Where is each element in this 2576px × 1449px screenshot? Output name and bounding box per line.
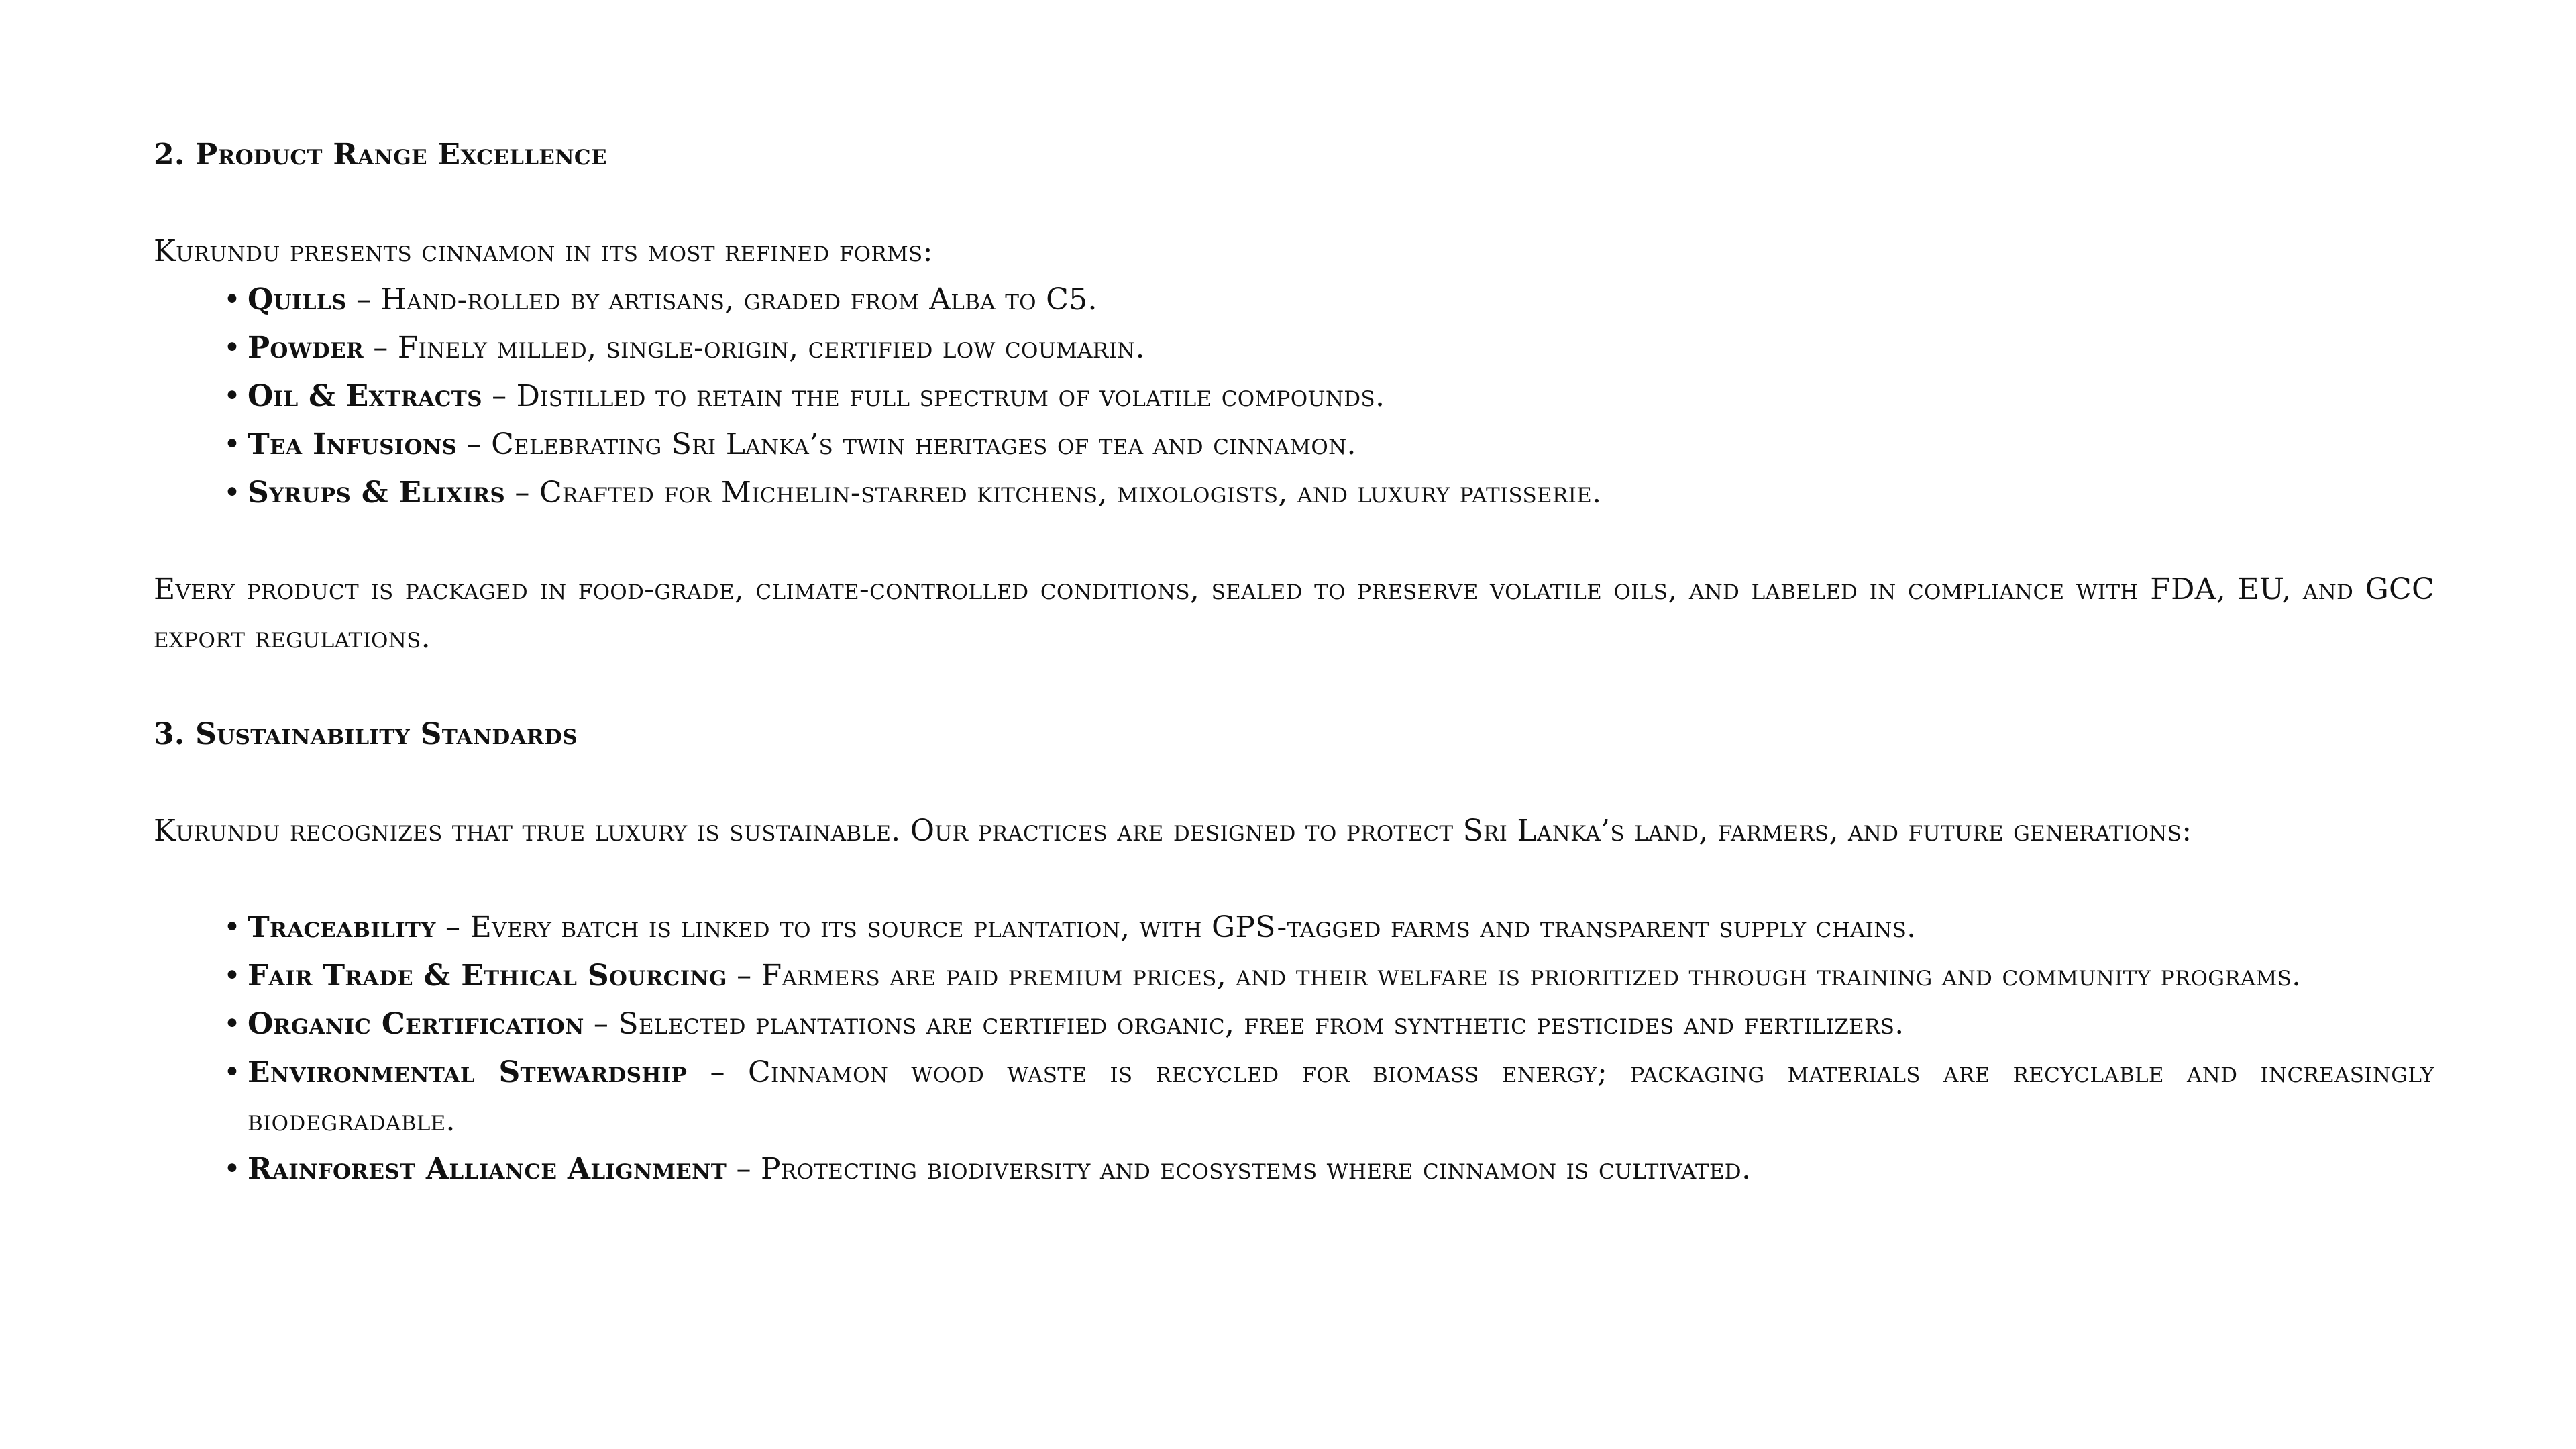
list-item [223, 421, 2434, 469]
spacer [154, 517, 2434, 566]
bullet-icon: • [223, 910, 241, 945]
item-description: – Protecting biodiversity and ecosystems where cinnamon is cultivated. [727, 1152, 1752, 1186]
item-term: Organic Certification [248, 1007, 584, 1041]
document-page [154, 131, 2434, 1193]
bullet-icon: • [223, 1007, 241, 1041]
bullet-icon: • [223, 282, 241, 317]
item-term: Tea Infusions [248, 427, 458, 462]
list-item [223, 1049, 2434, 1145]
spacer [154, 662, 2434, 710]
item-term: Environmental Stewardship [248, 1055, 688, 1089]
section-2-closing: Every product is packaged in food-grade, climate-controlled conditions, sealed to preserve volatile oils, and labeled in compliance with FDA, EU, and GCC export regulations. [154, 572, 2434, 655]
bullet-icon: • [223, 476, 241, 510]
item-description: – Distilled to retain the full spectrum of volatile compounds. [482, 379, 1385, 413]
item-term: Powder [248, 331, 364, 365]
section-3-intro: Kurundu recognizes that true luxury is sustainable. Our practices are designed to protect Sri Lanka’s land, farmers, and future generations: [154, 814, 2192, 848]
list-item [223, 1145, 2434, 1193]
sustainability-list [154, 904, 2434, 1193]
item-description: – Hand-rolled by artisans, graded from Alba to C5. [346, 282, 1097, 317]
item-description: – Farmers are paid premium prices, and their welfare is prioritized through training and community programs. [727, 959, 2302, 993]
bullet-icon: • [223, 379, 241, 413]
list-item [223, 952, 2434, 1000]
bullet-icon: • [223, 959, 241, 993]
item-description: – Every batch is linked to its source plantation, with GPS-tagged farms and transparent supply chains. [435, 910, 1917, 945]
bullet-icon: • [223, 1152, 241, 1186]
bullet-icon: • [223, 427, 241, 462]
bullet-icon: • [223, 331, 241, 365]
item-term: Rainforest Alliance Alignment [248, 1152, 727, 1186]
section-2-heading: 2. Product Range Excellence [154, 138, 607, 172]
item-description: – Finely milled, single-origin, certified low coumarin. [363, 331, 1145, 365]
item-term: Quills [248, 282, 347, 317]
item-description: – Crafted for Michelin-starred kitchens, mixologists, and luxury patisserie. [505, 476, 1602, 510]
product-range-list [154, 276, 2434, 517]
section-3-heading: 3. Sustainability Standards [154, 717, 578, 751]
item-term: Traceability [248, 910, 436, 945]
list-item [223, 469, 2434, 517]
item-term: Fair Trade & Ethical Sourcing [248, 959, 727, 993]
item-term: Syrups & Elixirs [248, 476, 506, 510]
item-description: – Celebrating Sri Lanka’s twin heritages of tea and cinnamon. [457, 427, 1356, 462]
list-item [223, 1000, 2434, 1049]
bullet-icon: • [223, 1055, 241, 1089]
item-term: Oil & Extracts [248, 379, 482, 413]
item-description: – Cinnamon wood waste is recycled for biomass energy; packaging materials are recyclable and increasingly biodegradable. [248, 1055, 2434, 1138]
section-2-intro: Kurundu presents cinnamon in its most refined forms: [154, 234, 933, 268]
list-item [223, 276, 2434, 324]
list-item [223, 904, 2434, 952]
list-item [223, 324, 2434, 372]
list-item [223, 372, 2434, 421]
item-description: – Selected plantations are certified organic, free from synthetic pesticides and fertilizers. [584, 1007, 1904, 1041]
spacer [154, 855, 2434, 904]
